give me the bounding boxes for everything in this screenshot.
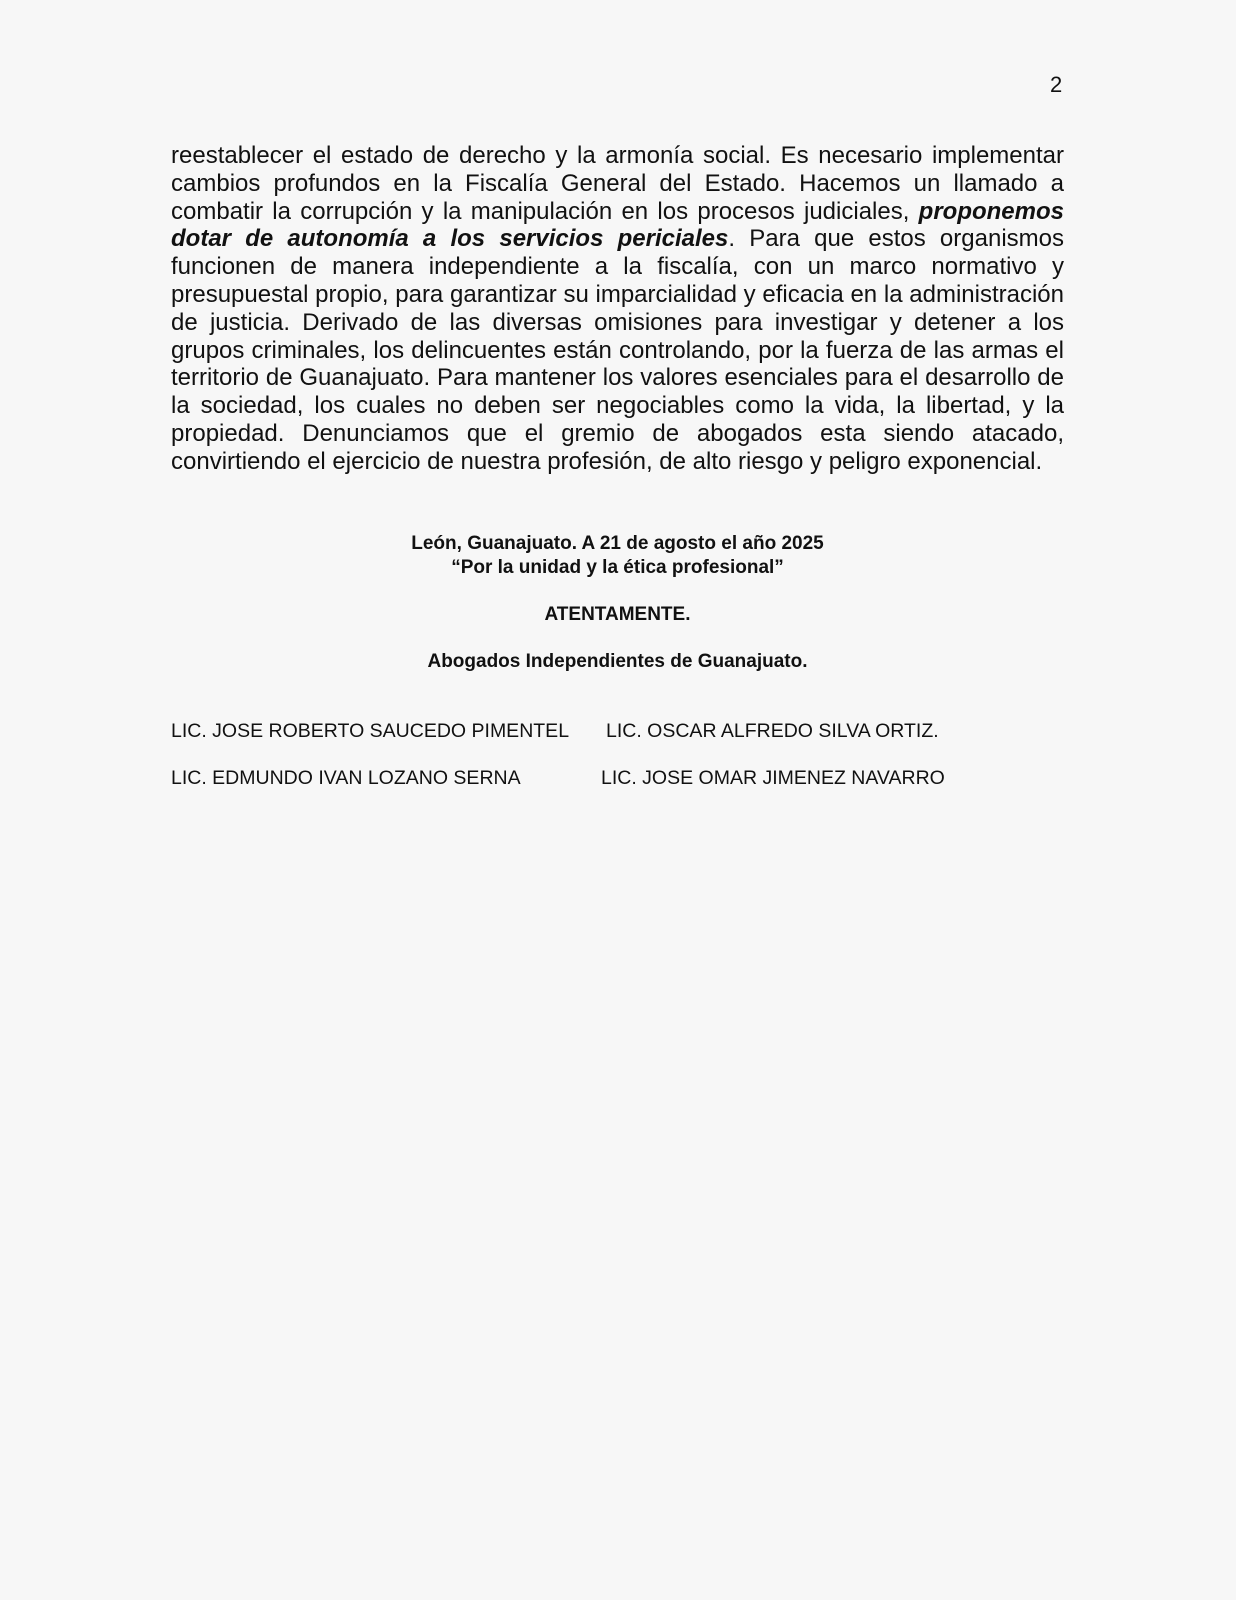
body-emphasis: proponemos dotar de autonomía a los servicios periciales (171, 197, 1064, 253)
date-line: León, Guanajuato. A 21 de agosto el año 2025 (411, 533, 824, 554)
signatory-1: LIC. JOSE ROBERTO SAUCEDO PIMENTEL (171, 720, 570, 742)
page-number: 2 (1050, 72, 1063, 97)
body-text-before: reestablecer el estado de derecho y la armonía social. Es necesario implementar cambios profundos en la Fiscalía General del Estado. Hacemos un llamado a combatir la corrupción y la manipulación en los procesos judiciales, (171, 142, 1064, 225)
body-paragraph (171, 142, 1064, 476)
body-text-after: . Para que estos organismos funcionen de manera independiente a la fiscalía, con un marco normativo y presupuestal propio, para garantizar su imparcialidad y eficacia en la administración de justicia. Derivado de las diversas omisiones para investigar y detener a los grupos criminales, los delincuentes están controlando, por la fuerza de las armas el territorio de Guanajuato. Para mantener los valores esenciales para el desarrollo de la sociedad, los cuales no deben ser negociables como la vida, la libertad, y la propiedad. Denunciamos que el gremio de abogados esta siendo atacado, convirtiendo el ejercicio de nuestra profesión, de alto riesgo y peligro exponencial. (171, 225, 1064, 475)
organization-name: Abogados Independientes de Guanajuato. (427, 651, 808, 672)
signatory-2: LIC. OSCAR ALFREDO SILVA ORTIZ. (606, 720, 939, 742)
motto-line: “Por la unidad y la ética profesional” (451, 557, 784, 578)
signatory-4: LIC. JOSE OMAR JIMENEZ NAVARRO (601, 767, 945, 789)
salutation: ATENTAMENTE. (544, 604, 691, 625)
signatory-3: LIC. EDMUNDO IVAN LOZANO SERNA (171, 767, 521, 789)
